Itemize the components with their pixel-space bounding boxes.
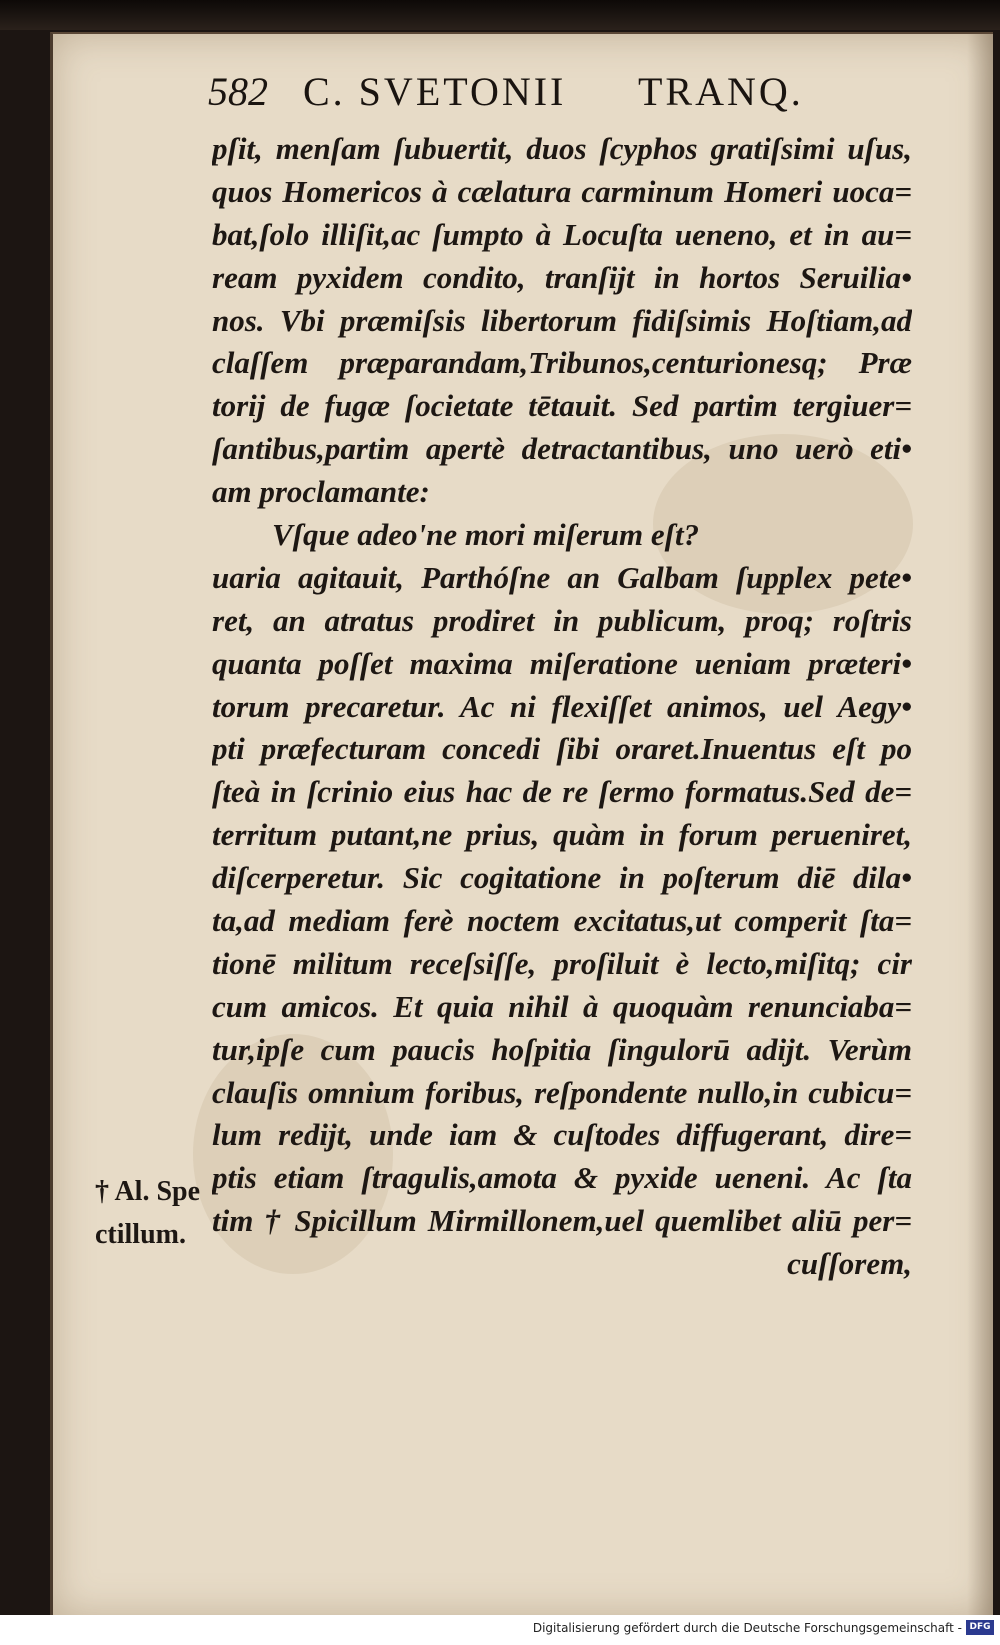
funding-credit: Digitalisierung gefördert durch die Deutsche Forschungsgemeinschaft - [532, 1621, 962, 1635]
text-line: bat,ſolo illiſit,ac ſumpto à Locuſta ueneno, et in au= [212, 216, 912, 252]
verse-line: Vſque adeo'ne mori miſerum eſt? [272, 517, 700, 553]
marginal-note [95, 1171, 225, 1257]
text-line: quanta poſſet maxima miſeratione ueniam præteri• [212, 645, 912, 681]
text-line: quos Homericos à cælatura carminum Homeri uoca= [212, 173, 912, 209]
running-head-author: C. SVETONII [303, 69, 567, 114]
body-text [212, 128, 912, 1286]
text-line: ream pyxidem condito, tranſijt in hortos Seruilia• [212, 259, 912, 295]
catchword: cuſſorem, [787, 1246, 912, 1282]
running-head-title: TRANQ. [638, 69, 804, 114]
text-line: pſit, menſam ſubuertit, duos ſcyphos gratiſsimi uſus, [212, 131, 912, 166]
text-line: territum putant,ne prius, quàm in forum perueniret, [212, 817, 912, 853]
scan-border-top [0, 0, 1000, 30]
text-line: cum amicos. Et quia nihil à quoquàm renunciaba= [212, 988, 912, 1024]
text-line: am proclamante: [212, 474, 430, 510]
text-line: ſteà in ſcrinio eius hac de re ſermo formatus.Sed de= [212, 774, 912, 810]
text-line: ſantibus,partim apertè detractantibus, uno uerò eti• [212, 431, 912, 467]
text-line: pti præfecturam concedi ſibi oraret.Inuentus eſt po [212, 731, 912, 767]
text-line: ret, an atratus prodiret in publicum, proq; roſtris [212, 602, 912, 638]
running-head [208, 68, 888, 128]
footer-bar [0, 1615, 1000, 1645]
marginal-note-line: † Al. Spe [95, 1176, 201, 1207]
text-line: uaria agitauit, Parthóſne an Galbam ſupplex pete• [212, 559, 912, 595]
page-number: 582 [208, 69, 268, 114]
text-line: tionē militum receſsiſſe, proſiluit è lecto,miſitq; cir [212, 945, 912, 981]
text-line: ptis etiam ſtragulis,amota & pyxide ueneni. Ac ſta [212, 1160, 912, 1196]
text-line: tim † Spicillum Mirmillonem,uel quemlibet aliū per= [212, 1203, 912, 1239]
text-line: nos. Vbi præmiſsis libertorum fidiſsimis Hoſtiam,ad [212, 302, 912, 338]
dfg-logo: DFG [966, 1620, 994, 1635]
marginal-note-line: ctillum. [95, 1218, 186, 1250]
text-line: lum redijt, unde iam & cuſtodes diffugerant, dire= [212, 1117, 912, 1153]
text-line: torum precaretur. Ac ni flexiſſet animos, uel Aegy• [212, 688, 912, 724]
text-line: claſſem præparandam,Tribunos,centurionesq; Præ [212, 345, 912, 381]
text-line: ta,ad mediam ferè noctem excitatus,ut comperit ſta= [212, 903, 912, 939]
text-line: clauſis omnium foribus, reſpondente nullo,in cubicu= [212, 1074, 912, 1110]
text-line: tur,ipſe cum paucis hoſpitia ſingulorū adijt. Verùm [212, 1031, 912, 1067]
text-line: torij de fugæ ſocietate tētauit. Sed partim tergiuer= [212, 388, 912, 424]
text-line: diſcerperetur. Sic cogitatione in poſterum diē dila• [212, 860, 912, 896]
